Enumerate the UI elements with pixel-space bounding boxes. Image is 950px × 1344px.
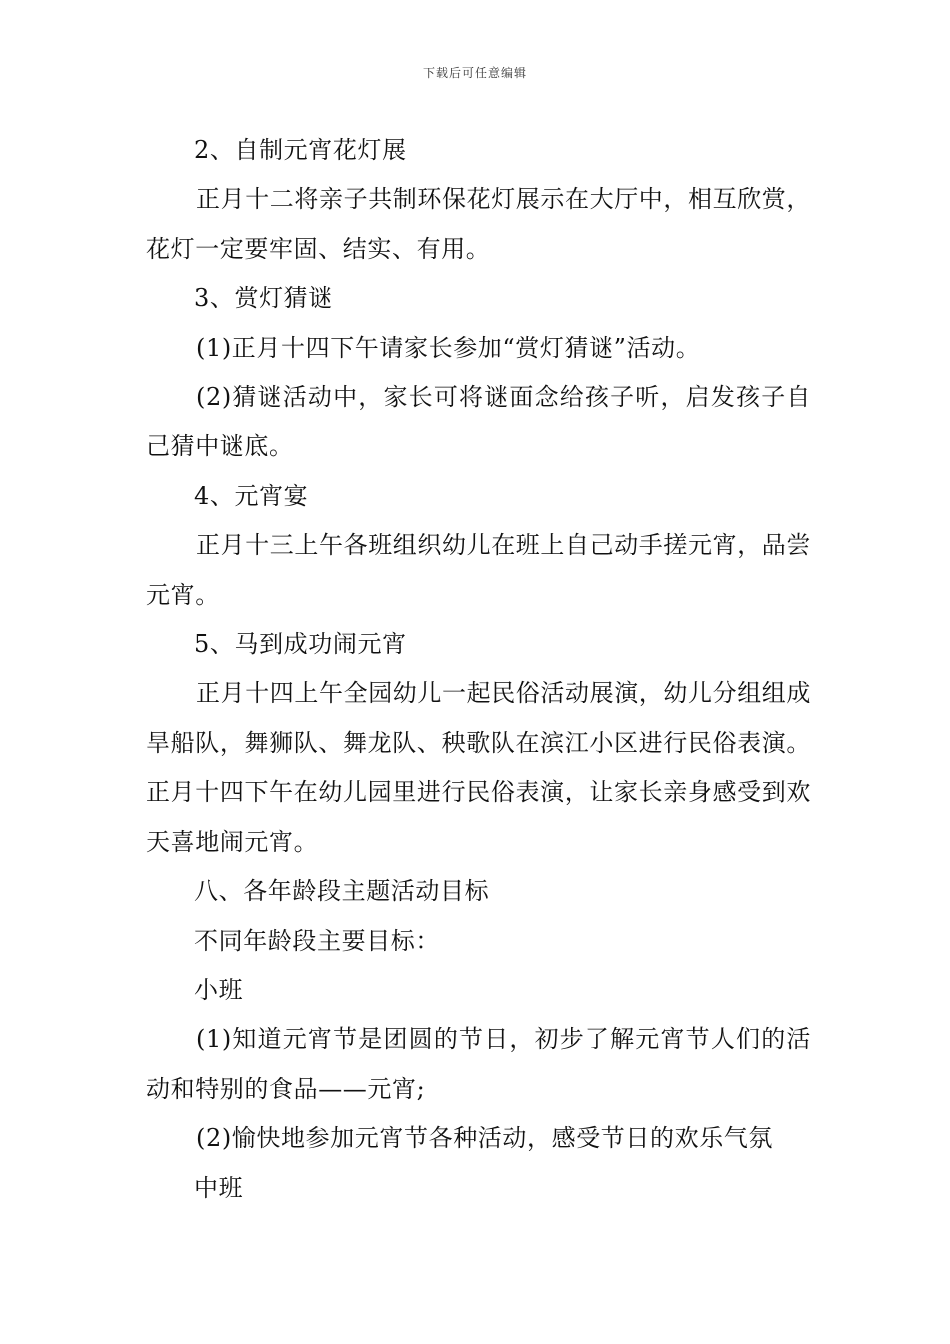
paragraph-festival: 正月十四上午全园幼儿一起民俗活动展演，幼儿分组组成旱船队，舞狮队、舞龙队、秧歌队在滨江小区进行民俗表演。正月十四下午在幼儿园里进行民俗表演，让家长亲身感受到欢天喜地闹元宵。	[146, 679, 811, 856]
section-heading-lantern-show: 2、自制元宵花灯展	[194, 136, 407, 164]
section-heading-goals: 八、各年龄段主题活动目标	[194, 877, 490, 906]
section-heading-festival: 5、马到成功闹元宵	[194, 630, 407, 659]
section-heading-riddles: 3、赏灯猜谜	[194, 284, 333, 313]
heading-small-class: 小班	[194, 975, 244, 1004]
paragraph-small-class-2: (2)愉快地参加元宵节各种活动，感受节日的欢乐气氛	[196, 1124, 773, 1153]
section-heading-feast: 4、元宵宴	[194, 481, 309, 510]
document-body	[146, 126, 811, 1213]
paragraph-lantern-show: 正月十二将亲子共制环保花灯展示在大厅中，相互欣赏，花灯一定要牢固、结实、有用。	[146, 185, 811, 263]
page-header: 下载后可任意编辑	[422, 66, 527, 80]
paragraph-small-class-1: (1)知道元宵节是团圆的节日，初步了解元宵节人们的活动和特别的食品——元宵;	[146, 1025, 811, 1103]
paragraph-feast: 正月十三上午各班组织幼儿在班上自己动手搓元宵，品尝元宵。	[146, 531, 811, 609]
heading-middle-class: 中班	[194, 1173, 244, 1202]
paragraph-riddles-1: (1)正月十四下午请家长参加“赏灯猜谜”活动。	[196, 333, 701, 362]
paragraph-goals-intro: 不同年龄段主要目标：	[194, 926, 440, 955]
paragraph-riddles-2: (2)猜谜活动中，家长可将谜面念给孩子听，启发孩子自己猜中谜底。	[146, 383, 811, 461]
